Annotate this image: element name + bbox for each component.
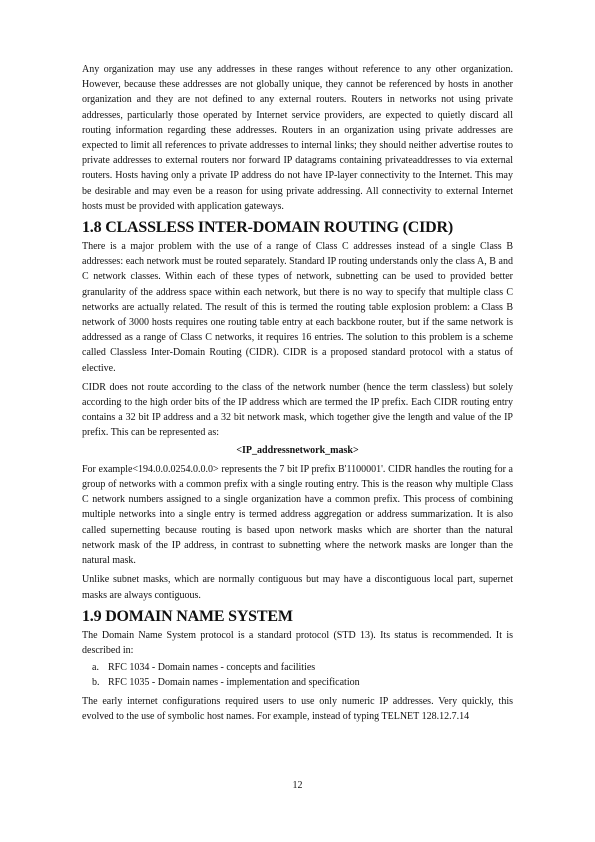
cidr-formula: <IP_addressnetwork_mask> — [236, 444, 359, 456]
list-item-text: RFC 1034 - Domain names - concepts and facilities — [108, 662, 316, 674]
paragraph-dns-history: The early internet configurations required users to use only numeric IP addresses. Very quickly, this evolved to the use of symbolic host names. For example, instead of typing TELNET 128.12.7.14 — [82, 696, 513, 723]
paragraph-supernet-masks: Unlike subnet masks, which are normally contiguous but may have a discontiguous local part, supernet masks are always contiguous. — [82, 574, 513, 601]
list-marker: a. — [92, 662, 99, 674]
rfc-list — [82, 660, 513, 690]
paragraph-private-addresses: Any organization may use any addresses in these ranges without reference to any other organization. However, because these addresses are not globally unique, they cannot be referenced by hosts in another organization and they are not defined to any external routers. Routers in networks not using private addresses, particularly those operated by Internet service providers, are expected to quietly discard all routing information regarding these addresses. Routers in an organization using private addresses are expected to limit all references to private addresses to internal links; they should neither advertise routes to private addresses to external routers nor forward IP datagrams containing privateaddresses to via external routers. Hosts having only a private IP address do not have IP-layer connectivity to the Internet. This may be desirable and may even be a reason for using private addressing. All connectivity to external Internet hosts must be provided with application gateways. — [82, 64, 513, 212]
list-item — [92, 660, 513, 675]
page-number: 12 — [292, 780, 303, 791]
section-heading-cidr: 1.8 CLASSLESS INTER-DOMAIN ROUTING (CIDR) — [82, 219, 453, 237]
list-item — [92, 675, 513, 690]
paragraph-dns-intro: The Domain Name System protocol is a standard protocol (STD 13). Its status is recommended. It is described in: — [82, 629, 513, 656]
section-heading-dns: 1.9 DOMAIN NAME SYSTEM — [82, 607, 293, 625]
paragraph-cidr-problem: There is a major problem with the use of a range of Class C addresses instead of a single Class B addresses: each network must be routed separately. Standard IP routing understands only the class A, B and C network classes. Within each of these types of network, subnetting can be used to provided better granularity of the address space within each network, but there is no way to specify that multiple class C networks are actually related. The result of this is termed the routing table explosion problem: a Class B network of 3000 hosts requires one routing table entry at each backbone router, but if the same network is addressed as a range of Class C networks, it requires 16 entries. The solution to this problem is a scheme called Classless Inter-Domain Routing (CIDR). CIDR is a proposed standard protocol with a status of elective. — [82, 241, 513, 374]
list-marker: b. — [92, 677, 100, 689]
paragraph-cidr-example: For example<194.0.0.0254.0.0.0> represents the 7 bit IP prefix B'1100001'. CIDR handles the routing for a group of networks with a common prefix with a single routing entry. This is the reason why multiple Class C network numbers assigned to a single organization have a common prefix. This process of combining multiple networks into a single entry is termed address aggregation or address summarization. It is also called supernetting because routing is based upon network masks which are shorter than the natural network mask of the IP address, in contrast to subnetting where the network masks are longer than the natural mask. — [82, 463, 513, 567]
list-item-text: RFC 1035 - Domain names - implementation and specification — [108, 677, 360, 689]
paragraph-cidr-routing: CIDR does not route according to the class of the network number (hence the term classless) but solely according to the high order bits of the IP address which are termed the IP prefix. Each CIDR routing entry contains a 32 bit IP address and a 32 bit network mask, which together give the length and value of the IP prefix. This can be represented as: — [82, 381, 513, 439]
